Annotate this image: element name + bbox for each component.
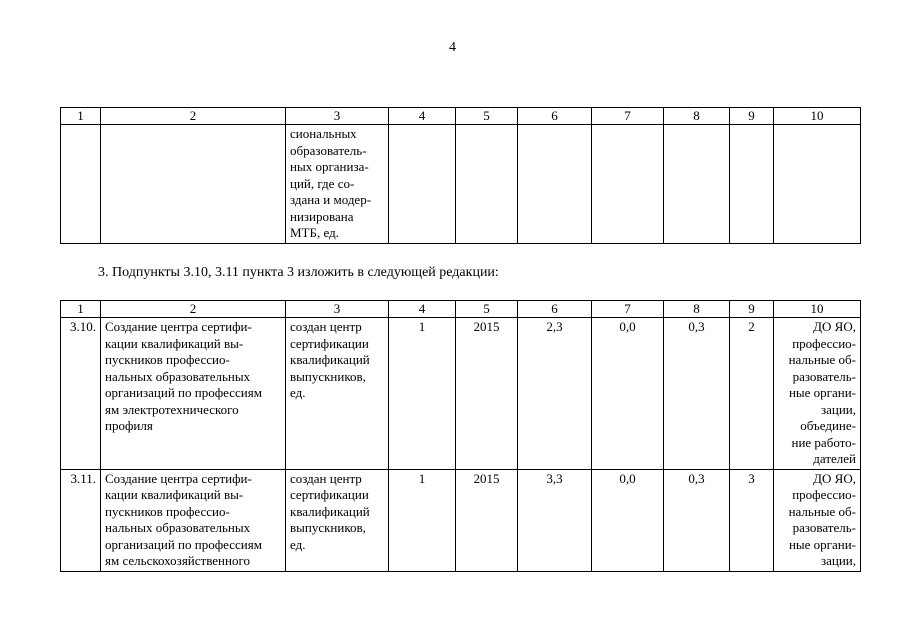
header-cell: 7 bbox=[592, 108, 664, 125]
measure-name-cell bbox=[101, 469, 286, 571]
cell-line: пускников профессио- bbox=[105, 352, 230, 367]
table-cell bbox=[456, 125, 518, 244]
table-continuation bbox=[60, 107, 861, 244]
cell-line: ДО ЯО, bbox=[813, 470, 856, 486]
value-cell: 0,3 bbox=[664, 469, 730, 571]
value-cell: 1 bbox=[389, 318, 456, 470]
cell-line: организаций по профессиям bbox=[105, 385, 262, 400]
header-cell: 1 bbox=[61, 108, 101, 125]
header-cell: 3 bbox=[286, 108, 389, 125]
cell-line: Создание центра сертифи- bbox=[105, 470, 252, 486]
cell-line: пускников профессио- bbox=[105, 503, 230, 519]
header-cell: 9 bbox=[730, 108, 774, 125]
table-header-row bbox=[61, 301, 861, 318]
cell-line: низирована bbox=[290, 208, 354, 224]
cell-line: разователь- bbox=[792, 520, 856, 535]
cell-line: профиля bbox=[105, 418, 153, 433]
cell-line: объедине- bbox=[800, 418, 856, 433]
cell-line: кации квалификаций вы- bbox=[105, 487, 244, 502]
header-cell: 7 bbox=[592, 301, 664, 318]
cell-line: ям сельскохозяйственного bbox=[105, 553, 250, 568]
page-number: 4 bbox=[449, 40, 456, 55]
header-cell: 10 bbox=[774, 301, 861, 318]
indicator-cell bbox=[286, 318, 389, 470]
executor-cell bbox=[774, 469, 861, 571]
cell-line: нальных образовательных bbox=[105, 368, 251, 384]
header-cell: 8 bbox=[664, 301, 730, 318]
table-cell bbox=[664, 125, 730, 244]
table-row bbox=[61, 469, 861, 571]
header-cell: 5 bbox=[456, 301, 518, 318]
cell-line: профессио- bbox=[792, 335, 856, 351]
cell-line: ных организа- bbox=[290, 159, 369, 174]
table-cell bbox=[61, 125, 101, 244]
header-cell: 4 bbox=[389, 108, 456, 125]
header-cell: 6 bbox=[518, 301, 592, 318]
cell-line: кации квалификаций вы- bbox=[105, 335, 244, 351]
cell-line: ед. bbox=[290, 536, 306, 552]
table-row bbox=[61, 318, 861, 470]
header-cell: 4 bbox=[389, 301, 456, 318]
header-cell: 5 bbox=[456, 108, 518, 125]
cell-line: ние работо- bbox=[791, 434, 856, 450]
value-cell: 0,0 bbox=[592, 318, 664, 470]
measure-name-cell bbox=[101, 318, 286, 470]
cell-line: нальные об- bbox=[788, 352, 856, 367]
row-number: 3.10. bbox=[61, 318, 101, 470]
cell-line: ные органи- bbox=[788, 536, 856, 552]
cell-line: зации, bbox=[820, 401, 856, 417]
cell-line: нальные об- bbox=[788, 503, 856, 519]
cell-line: зации, bbox=[820, 553, 856, 568]
value-cell: 3 bbox=[730, 469, 774, 571]
header-cell: 1 bbox=[61, 301, 101, 318]
cell-line: ед. bbox=[290, 385, 306, 400]
header-cell: 2 bbox=[101, 301, 286, 318]
amendment-paragraph: 3. Подпункты 3.10, 3.11 пункта 3 изложить в следующей редакции: bbox=[98, 265, 499, 280]
table-cell bbox=[592, 125, 664, 244]
cell-line: Создание центра сертифи- bbox=[105, 319, 252, 334]
cell-line: дателей bbox=[813, 451, 856, 466]
value-cell: 3,3 bbox=[518, 469, 592, 571]
cell-line: квалификаций bbox=[290, 503, 370, 519]
value-cell: 2,3 bbox=[518, 318, 592, 470]
cell-line: создан центр bbox=[290, 470, 362, 486]
cell-line: ций, где со- bbox=[290, 175, 355, 191]
cell-line: разователь- bbox=[792, 368, 856, 384]
value-cell: 0,3 bbox=[664, 318, 730, 470]
cell-line: сиональных bbox=[290, 126, 357, 141]
indicator-cell bbox=[286, 469, 389, 571]
cell-line: ям электротехнического bbox=[105, 401, 239, 417]
cell-line: выпускников, bbox=[290, 368, 366, 384]
header-cell: 10 bbox=[774, 108, 861, 125]
table-amendment bbox=[60, 300, 861, 572]
cell-line: нальных образовательных bbox=[105, 520, 251, 535]
table-cell bbox=[389, 125, 456, 244]
table-cell bbox=[774, 125, 861, 244]
cell-line: сертификации bbox=[290, 487, 369, 502]
cell-line: здана и модер- bbox=[290, 192, 372, 207]
cell-line: ные органи- bbox=[788, 385, 856, 400]
year-cell: 2015 bbox=[456, 318, 518, 470]
table-cell bbox=[730, 125, 774, 244]
cell-line: профессио- bbox=[792, 487, 856, 502]
cell-line: создан центр bbox=[290, 319, 362, 334]
indicator-cell bbox=[286, 125, 389, 244]
cell-line: ДО ЯО, bbox=[813, 319, 856, 334]
header-cell: 9 bbox=[730, 301, 774, 318]
value-cell: 2 bbox=[730, 318, 774, 470]
cell-line: образователь- bbox=[290, 142, 367, 158]
cell-line: организаций по профессиям bbox=[105, 536, 262, 552]
cell-line: квалификаций bbox=[290, 352, 370, 367]
header-cell: 2 bbox=[101, 108, 286, 125]
cell-line: выпускников, bbox=[290, 520, 366, 535]
header-cell: 6 bbox=[518, 108, 592, 125]
year-cell: 2015 bbox=[456, 469, 518, 571]
executor-cell bbox=[774, 318, 861, 470]
cell-line: сертификации bbox=[290, 335, 369, 351]
cell-line: МТБ, ед. bbox=[290, 225, 339, 240]
table-row bbox=[61, 125, 861, 244]
table-cell bbox=[101, 125, 286, 244]
row-number: 3.11. bbox=[61, 469, 101, 571]
value-cell: 1 bbox=[389, 469, 456, 571]
header-cell: 3 bbox=[286, 301, 389, 318]
table-cell bbox=[518, 125, 592, 244]
header-cell: 8 bbox=[664, 108, 730, 125]
value-cell: 0,0 bbox=[592, 469, 664, 571]
table-header-row bbox=[61, 108, 861, 125]
